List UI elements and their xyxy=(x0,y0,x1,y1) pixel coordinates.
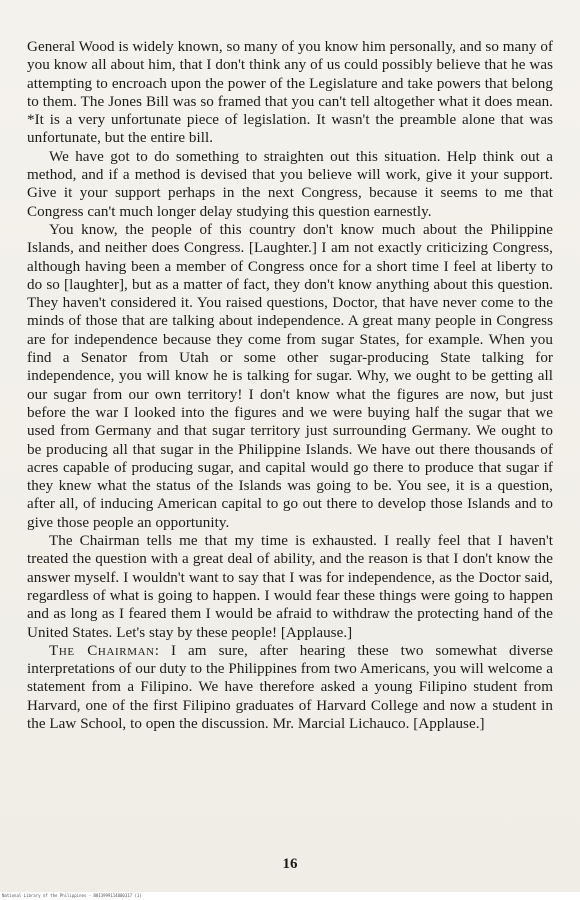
body-text xyxy=(27,38,553,733)
paragraph-3: You know, the people of this country don't know much about the Philippine Islands, and neither does Congress. [Laughter.] I am not exactly criticizing Congress, although having been a member of Congress once for a short time I feel at liberty to do so [laughter], but as a matter of fact, they don't know anything about this question. They haven't considered it. You raised questions, Doctor, that have never come to the minds of those that are talking about independence. A great many people in Congress are for independence because they come from sugar States, for example. When you find a Senator from Utah or some other sugar-producing State talking for independence, you will know he is talking for sugar. Why, we ought to be getting all our sugar from our own territory! I don't know what the figures are now, but just before the war I looked into the figures and we were buying half the sugar that we used from Germany and that sugar territory just surrounding Germany. We ought to be producing all that sugar in the Philippine Islands. We have out there thousands of acres capable of producing sugar, and capital would go there to produce that sugar if they knew what the status of the Islands was going to be. You see, it is a question, after all, of inducing American capital to go out there to develop those Islands and to give those people an opportunity. xyxy=(27,221,553,531)
paragraph-4: The Chairman tells me that my time is exhausted. I really feel that I haven't treated the question with a great deal of ability, and the reason is that I don't know the answer myself. I wouldn't want to say that I was for independence, as the Doctor said, regardless of what is going to happen. I would fear these things were going to happen and as long as I feared them I would be afraid to withdraw the protecting hand of the United States. Let's stay by these people! [Applause.] xyxy=(27,533,553,641)
footer-note: National Library of the Philippines · B013999114000317 (1) xyxy=(2,893,142,898)
chairman-statement: : I am sure, after hearing these two somewhat diverse interpretations of our duty to the Philippines from two Americans, you will welcome a statement from a Filipino. We have therefore asked a young Filipino student from Harvard, one of the first Filipino graduates of Harvard College and now a student in the Law School, to open the discussion. Mr. Marcial Lichauco. [Applause.] xyxy=(27,642,553,732)
page-number: 16 xyxy=(282,856,298,872)
chairman-paragraph xyxy=(27,642,553,733)
speaker-label: The Chairman xyxy=(49,642,155,659)
paragraph-2: We have got to do something to straighten out this situation. Help think out a method, and if a method is devised that you believe will work, give it your support. Give it your support perhaps in the next Congress, because it seems to me that Congress can't much longer delay studying this question earnestly. xyxy=(27,148,553,220)
paragraph-1: General Wood is widely known, so many of you know him personally, and so many of you know all about him, that I don't think any of us could possibly believe that he was attempting to encroach upon the power of the Legislature and take powers that belong to them. The Jones Bill was so framed that you can't tell altogether what it does mean. *It is a very unfortunate piece of legislation. It wasn't the preamble alone that was unfortunate, but the entire bill. xyxy=(27,39,553,147)
